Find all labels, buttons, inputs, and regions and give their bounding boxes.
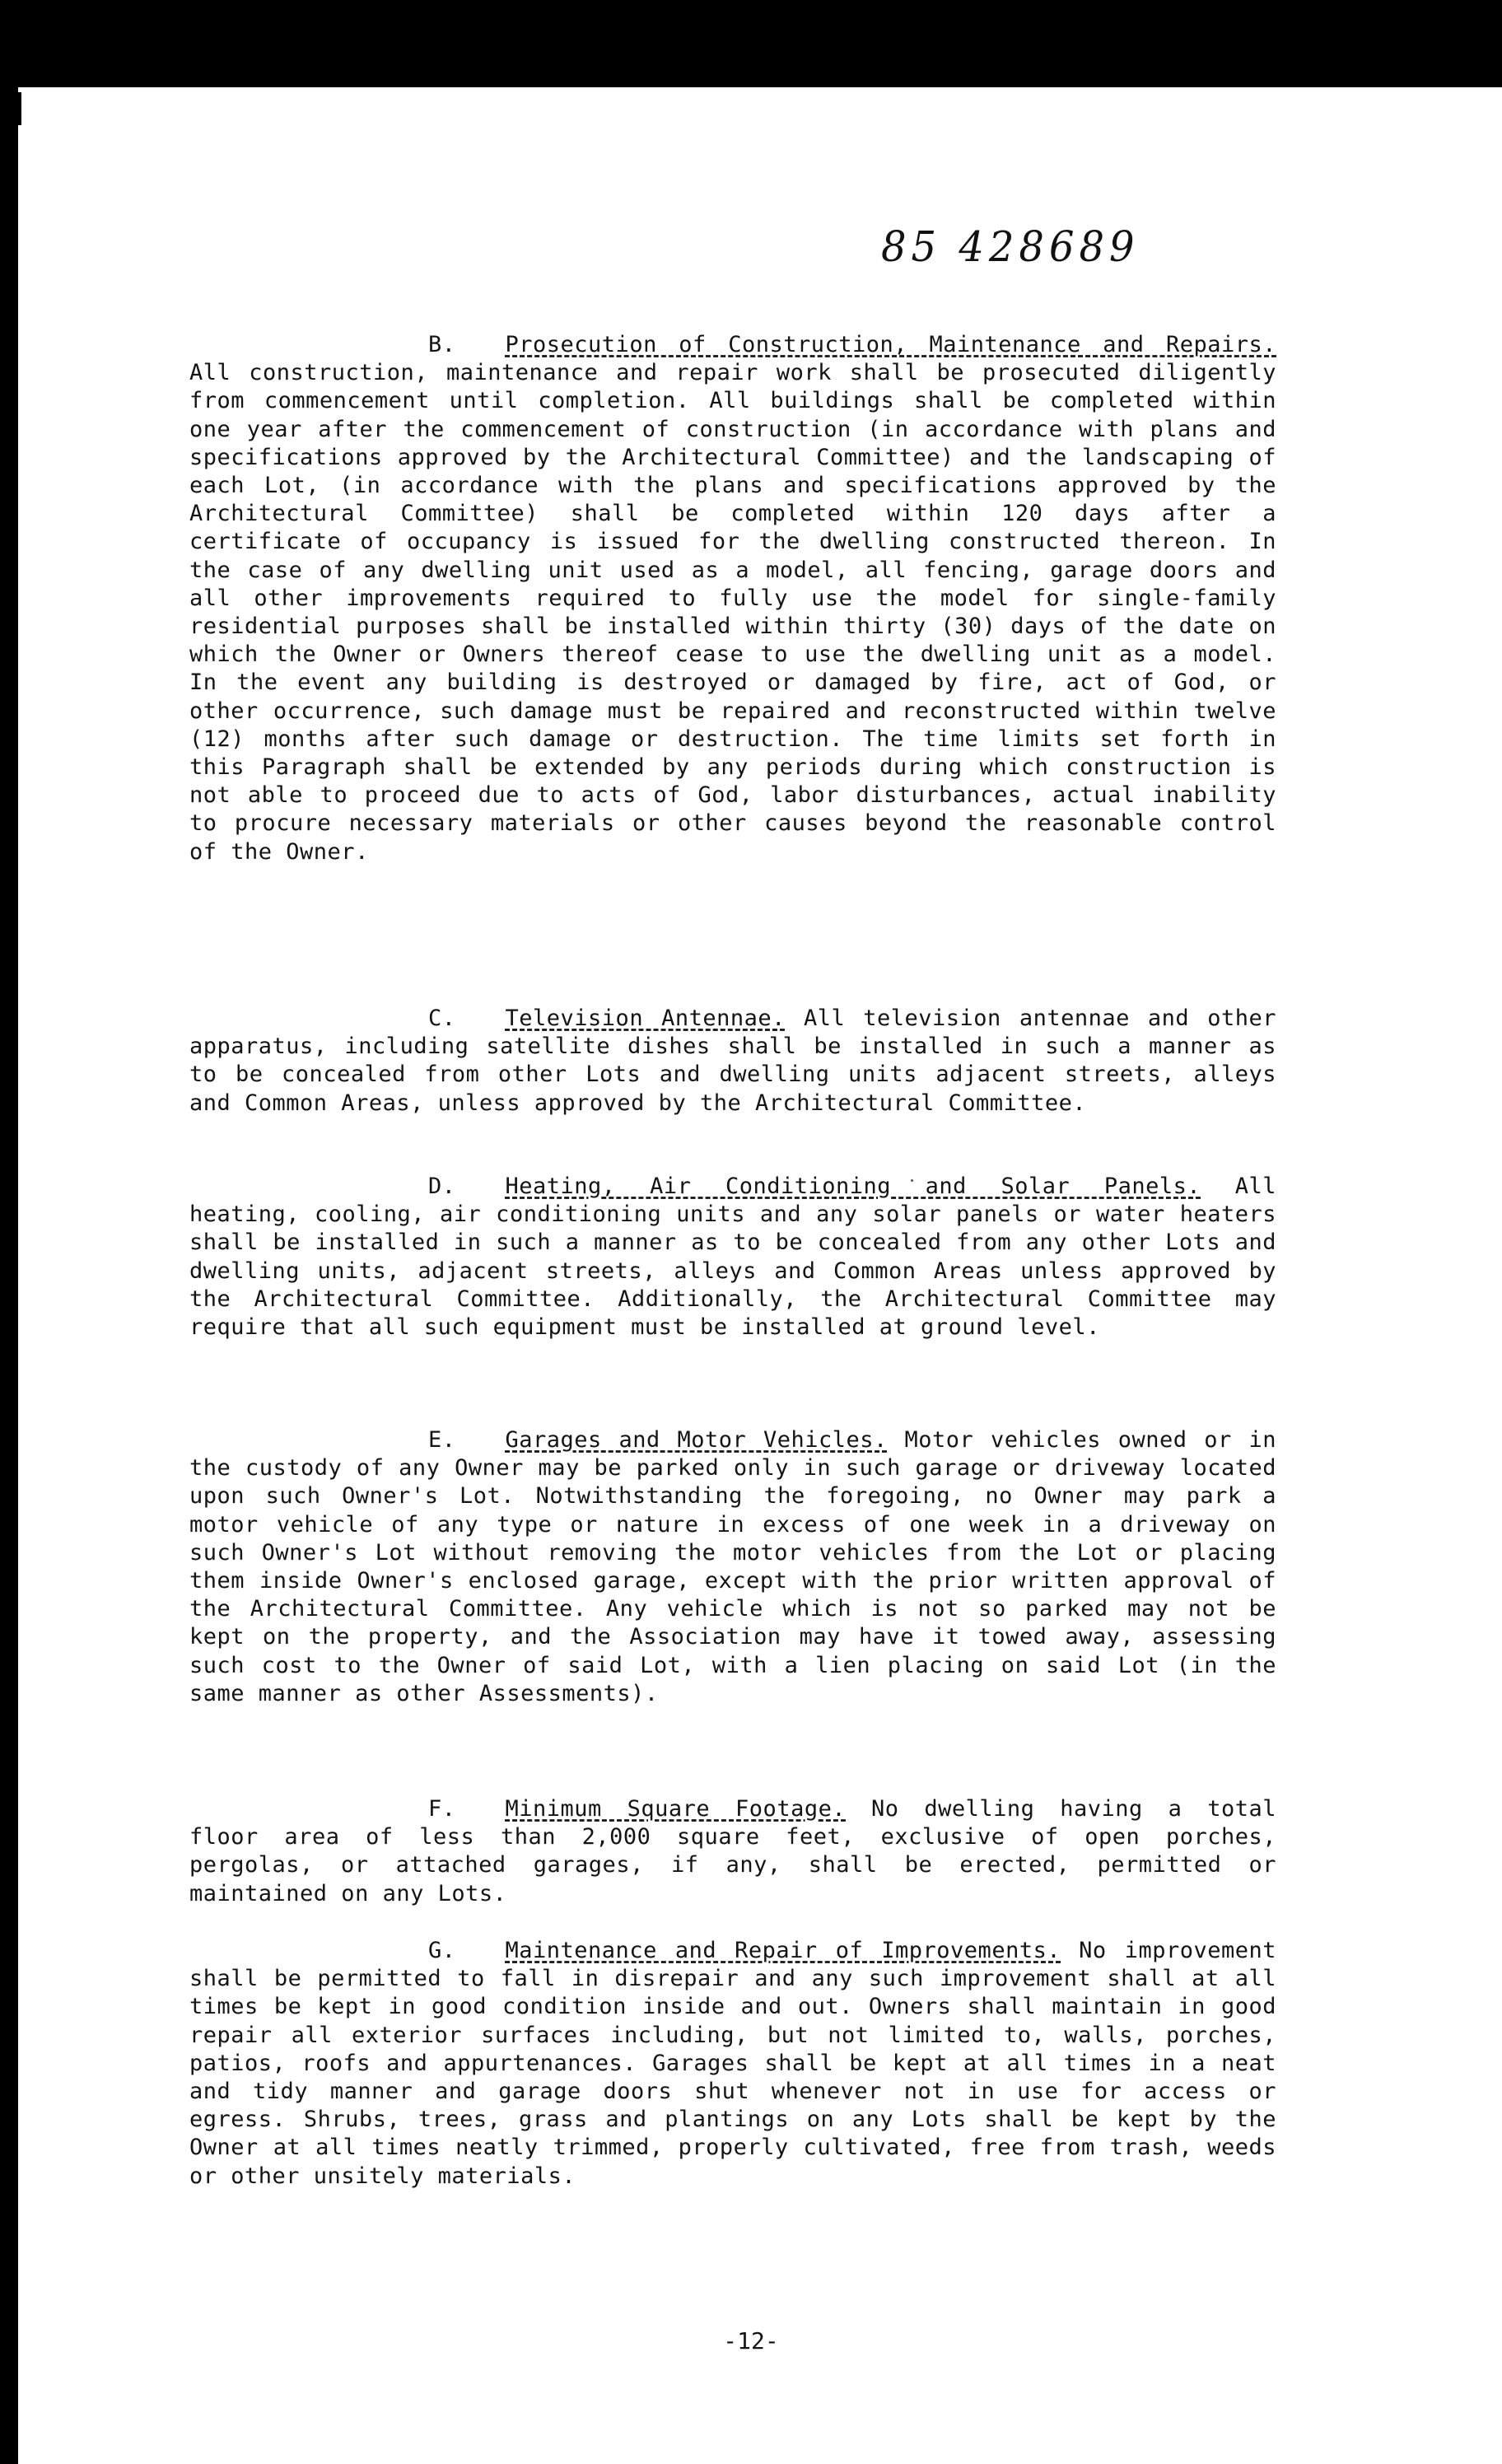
section-b bbox=[189, 331, 1276, 866]
section-letter: B. bbox=[428, 332, 456, 357]
document-number: 85 428689 bbox=[881, 222, 1140, 272]
section-letter: F. bbox=[428, 1796, 456, 1822]
section-body: Motor vehicles owned or in the custody of any Owner may be parked only in such garage or driveway located upon such Owner's Lot. Notwithstanding the foregoing, no Owner may park a motor vehicle of any type or nature in excess of one week in a driveway on such Owner's Lot without removing the motor vehicles from the Lot or placing them inside Owner's enclosed garage, except with the prior written approval of the Architectural Committee. Any vehicle which is not so parked may not be kept on the property, and the Association may have it towed away, assessing such cost to the Owner of said Lot, with a lien placing on said Lot (in the same manner as other Assessments). bbox=[189, 1427, 1276, 1706]
section-letter: E. bbox=[428, 1427, 456, 1453]
section-body: All construction, maintenance and repair work shall be prosecuted diligently from commencement until completion. All buildings shall be completed within one year after the commencement of construction (in accordance with plans and specifications approved by the Architectural Committee) and the landscaping of each Lot, (in accordance with the plans and specifications approved by the Architectural Committee) shall be completed within 120 days after a certificate of occupancy is issued for the dwelling constructed thereon. In the case of any dwelling unit used as a model, all fencing, garage doors and all other improvements required to fully use the model for single-family residential purposes shall be installed within thirty (30) days of the date on which the Owner or Owners thereof cease to use the dwelling unit as a model. In the event any building is destroyed or damaged by fire, act of God, or other occurrence, such damage must be repaired and reconstructed within twelve (12) months after such damage or destruction. The time limits set forth in this Paragraph shall be extended by any periods during which construction is not able to proceed due to acts of God, labor disturbances, actual inability to procure necessary materials or other causes beyond the reasonable control of the Owner. bbox=[189, 360, 1276, 865]
section-heading: Television Antennae. bbox=[505, 1006, 786, 1031]
section-body: No improvement shall be permitted to fall in disrepair and any such improvement shall at all times be kept in good condition inside and out. Owners shall maintain in good repair all exterior surfaces including, but not limited to, walls, porches, patios, roofs and appurtenances. Garages shall be kept at all times in a neat and tidy manner and garage doors shut whenever not in use for access or egress. Shrubs, trees, grass and plantings on any Lots shall be kept by the Owner at all times neatly trimmed, properly cultivated, free from trash, weeds or other unsitely materials. bbox=[189, 1938, 1276, 2189]
section-heading: Heating, Air Conditioning and Solar Panels. bbox=[505, 1174, 1201, 1199]
section-letter: G. bbox=[428, 1938, 456, 1963]
section-d bbox=[189, 1173, 1276, 1342]
section-heading: Garages and Motor Vehicles. bbox=[505, 1427, 888, 1453]
section-heading: Minimum Square Footage. bbox=[505, 1796, 847, 1822]
section-f bbox=[189, 1795, 1276, 1908]
section-body: All heating, cooling, air conditioning units and any solar panels or water heaters shall be installed in such a manner as to be concealed from any other Lots and dwelling units, adjacent streets, alleys and Common Areas unless approved by the Architectural Committee. Additionally, the Architectural Committee may require that all such equipment must be installed at ground level. bbox=[189, 1174, 1276, 1341]
section-letter: C. bbox=[428, 1006, 456, 1031]
section-g bbox=[189, 1937, 1276, 2191]
section-body: No dwelling having a total floor area of less than 2,000 square feet, exclusive of open porches, pergolas, or attached garages, if any, shall be erected, permitted or maintained on any Lots. bbox=[189, 1796, 1276, 1906]
page-number: -12- bbox=[723, 2327, 779, 2354]
section-heading: Maintenance and Repair of Improvements. bbox=[505, 1938, 1061, 1963]
section-body: All television antennae and other apparatus, including satellite dishes shall be installed in such a manner as to be concealed from other Lots and dwelling units adjacent streets, alleys and Common Areas, unless approved by the Architectural Committee. bbox=[189, 1006, 1276, 1116]
scan-edge-mark bbox=[0, 92, 21, 125]
section-letter: D. bbox=[428, 1174, 456, 1199]
section-heading: Prosecution of Construction, Maintenance and Repairs. bbox=[505, 332, 1276, 357]
section-c bbox=[189, 1005, 1276, 1118]
section-e bbox=[189, 1426, 1276, 1708]
